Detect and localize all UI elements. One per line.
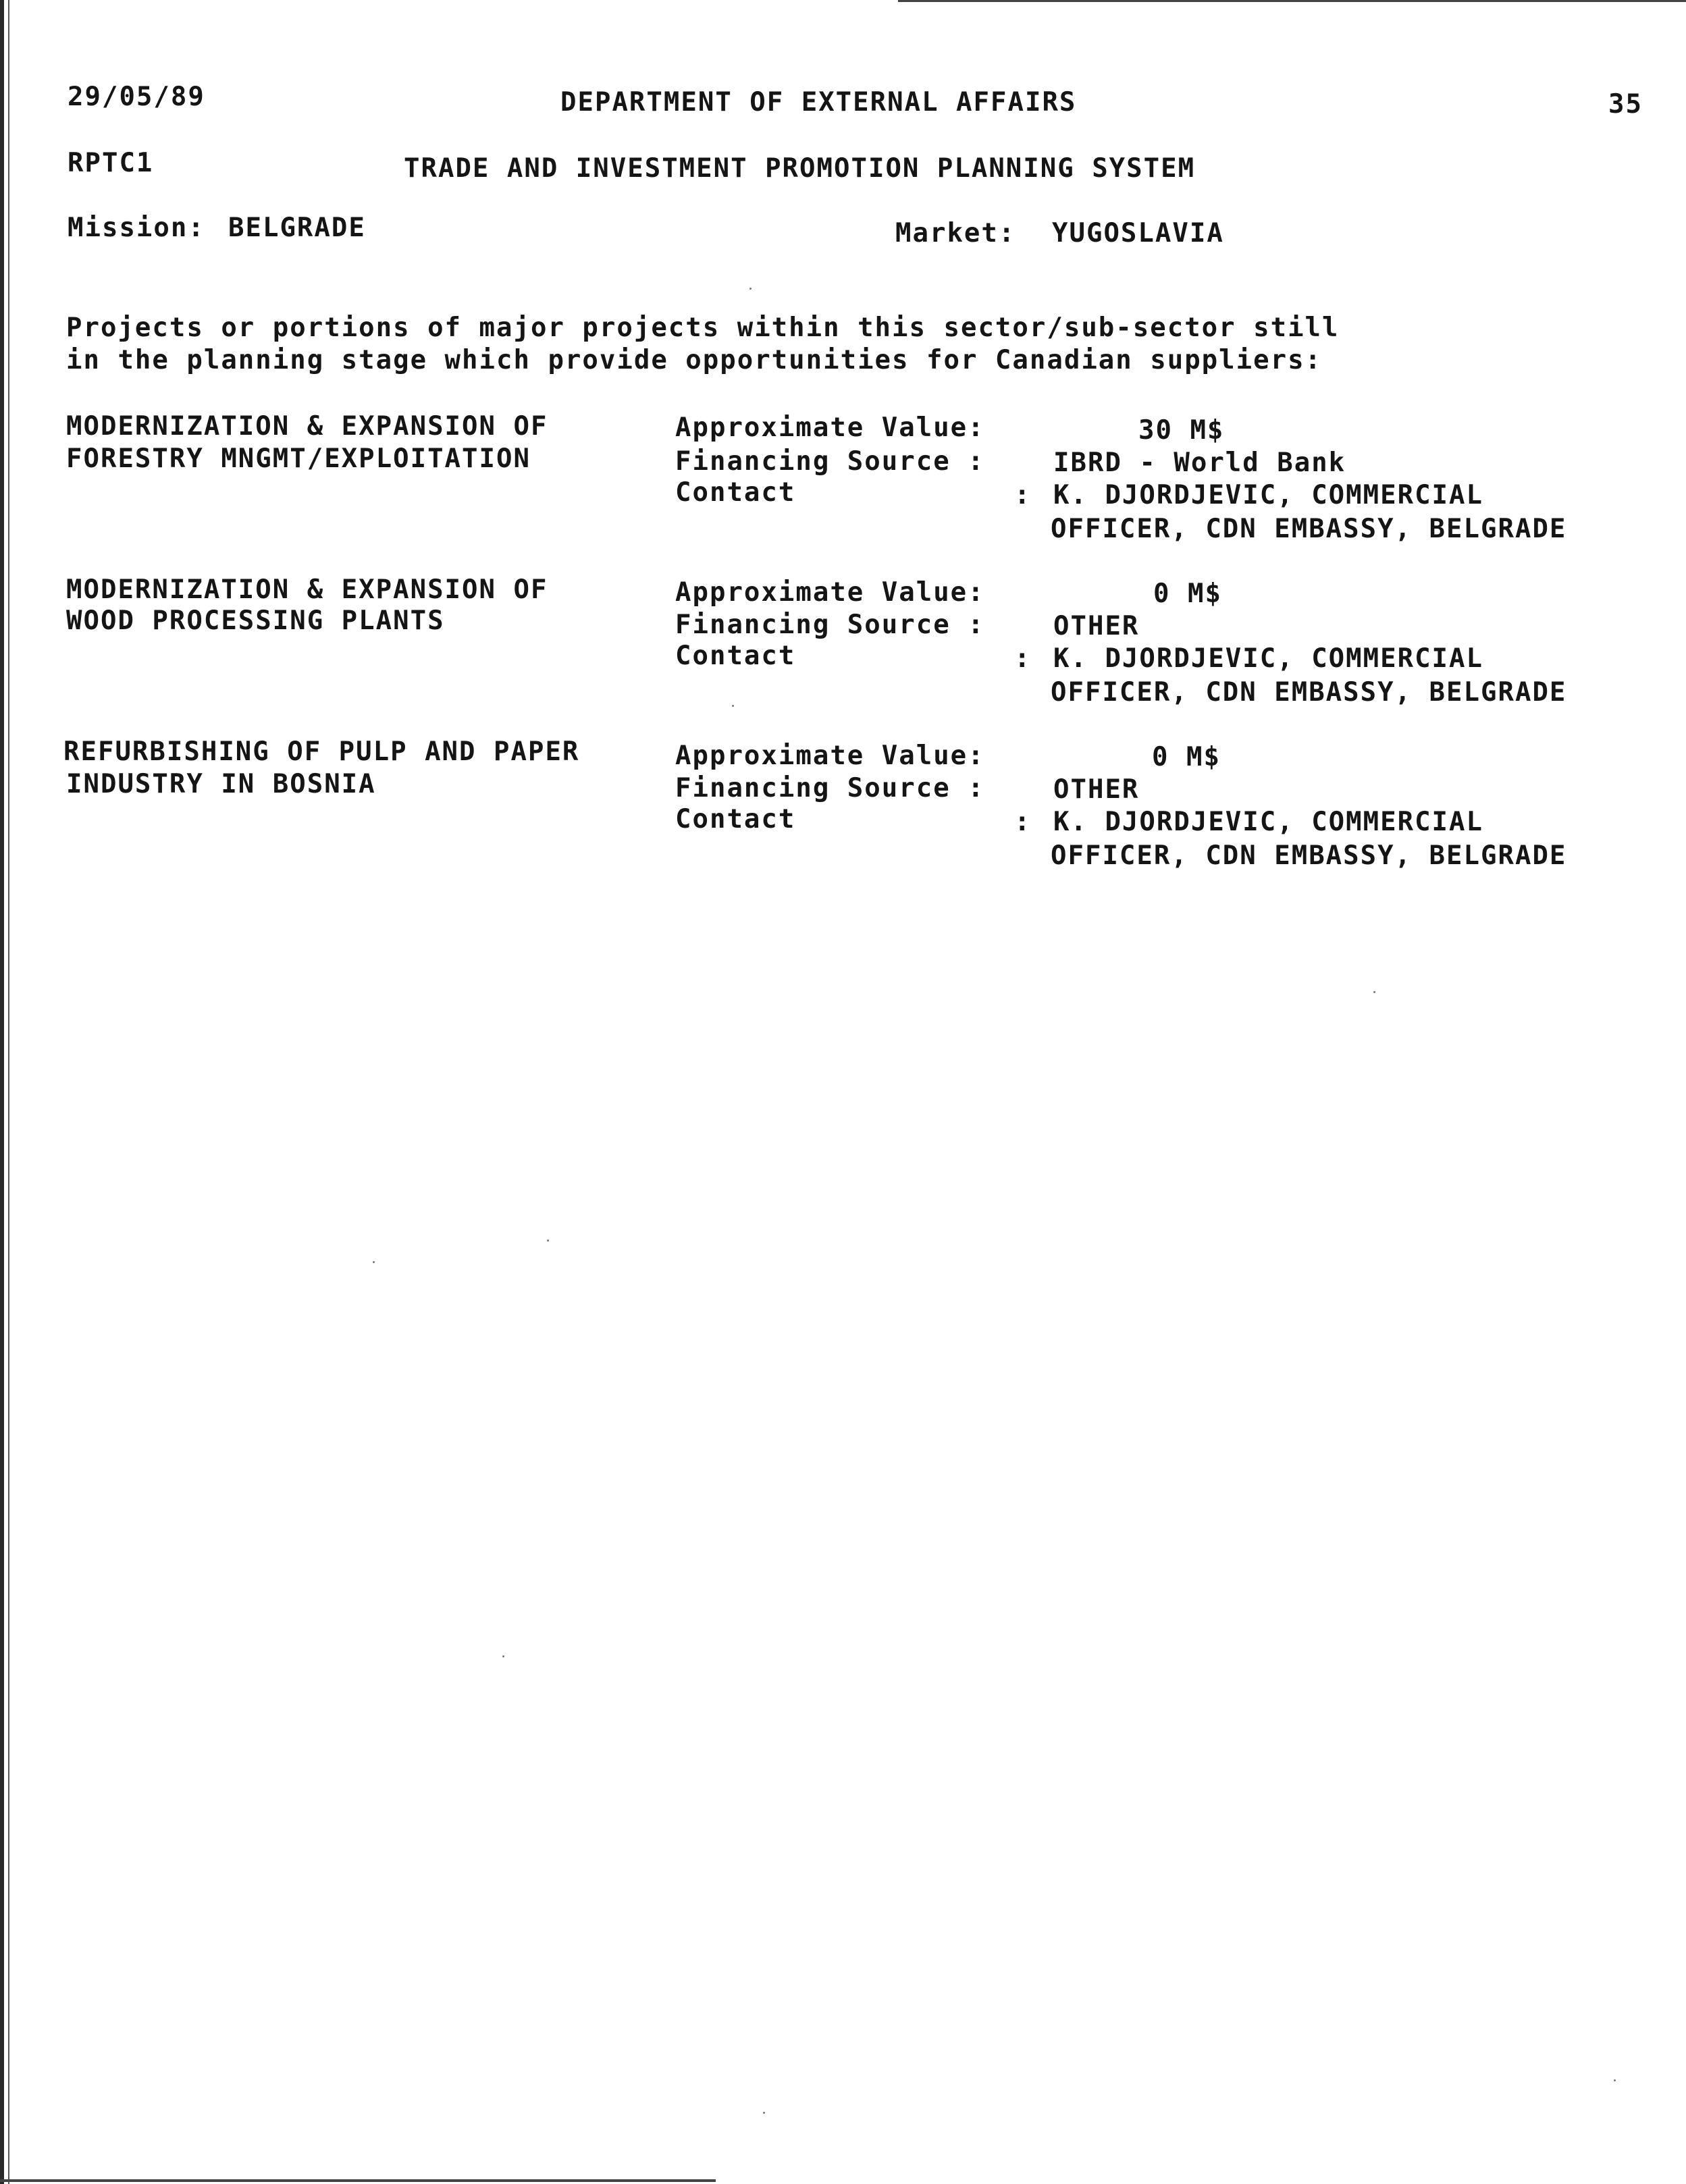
scan-speck — [749, 288, 752, 290]
mission-label: Mission: — [68, 213, 205, 243]
financing-label: Financing Source : — [675, 610, 985, 640]
market-label: Market: — [895, 218, 1016, 248]
scan-edge-left — [0, 0, 4, 2184]
report-date: 29/05/89 — [68, 82, 205, 112]
project-value: 0 M$ — [1152, 742, 1221, 772]
contact-line-2: OFFICER, CDN EMBASSY, BELGRADE — [1051, 841, 1567, 871]
contact-colon: : — [1014, 807, 1032, 837]
contact-label: Contact — [675, 477, 796, 508]
scan-speck — [732, 705, 734, 707]
contact-label: Contact — [675, 641, 796, 671]
project-financing: IBRD - World Bank — [1053, 448, 1346, 478]
scan-speck — [1614, 2079, 1616, 2081]
project-title-line-1: MODERNIZATION & EXPANSION OF — [66, 575, 548, 605]
contact-colon: : — [1014, 643, 1032, 674]
project-value: 30 M$ — [1138, 415, 1225, 446]
project-title-line-1: MODERNIZATION & EXPANSION OF — [66, 411, 548, 442]
scan-speck — [547, 1240, 549, 1242]
project-title-line-2: WOOD PROCESSING PLANTS — [66, 606, 445, 636]
financing-label: Financing Source : — [675, 446, 985, 477]
value-label: Approximate Value: — [675, 577, 985, 608]
contact-colon: : — [1014, 480, 1032, 510]
contact-label: Contact — [675, 804, 796, 834]
project-title-line-1: REFURBISHING OF PULP AND PAPER — [63, 737, 580, 767]
intro-line-2: in the planning stage which provide opportunities for Canadian suppliers: — [66, 345, 1323, 375]
value-label: Approximate Value: — [675, 412, 985, 443]
scan-edge-bottom — [0, 2179, 716, 2182]
scan-speck — [763, 2112, 765, 2114]
financing-label: Financing Source : — [675, 773, 985, 803]
contact-line-2: OFFICER, CDN EMBASSY, BELGRADE — [1051, 514, 1567, 544]
scan-edge-top — [898, 0, 1686, 2]
project-value: 0 M$ — [1153, 579, 1222, 609]
page-number: 35 — [1608, 89, 1643, 119]
value-label: Approximate Value: — [675, 741, 985, 771]
scan-speck — [373, 1261, 375, 1263]
scan-edge-left-inner — [8, 0, 9, 2184]
project-title-line-2: FORESTRY MNGMT/EXPLOITATION — [66, 444, 531, 474]
project-financing: OTHER — [1053, 774, 1140, 805]
market-value: YUGOSLAVIA — [1052, 218, 1224, 248]
project-title-line-2: INDUSTRY IN BOSNIA — [66, 769, 376, 799]
mission-value: BELGRADE — [228, 213, 366, 243]
scan-speck — [1373, 991, 1375, 993]
report-code: RPTC1 — [68, 148, 154, 178]
scan-speck — [502, 1655, 504, 1657]
contact-line-1: K. DJORDJEVIC, COMMERCIAL — [1053, 480, 1483, 510]
intro-line-1: Projects or portions of major projects within this sector/sub-sector still — [66, 313, 1340, 343]
project-financing: OTHER — [1053, 611, 1140, 641]
contact-line-1: K. DJORDJEVIC, COMMERCIAL — [1053, 807, 1483, 837]
contact-line-2: OFFICER, CDN EMBASSY, BELGRADE — [1051, 677, 1567, 708]
system-title: TRADE AND INVESTMENT PROMOTION PLANNING SYSTEM — [404, 153, 1196, 184]
contact-line-1: K. DJORDJEVIC, COMMERCIAL — [1053, 643, 1483, 674]
department-title: DEPARTMENT OF EXTERNAL AFFAIRS — [560, 87, 1077, 117]
